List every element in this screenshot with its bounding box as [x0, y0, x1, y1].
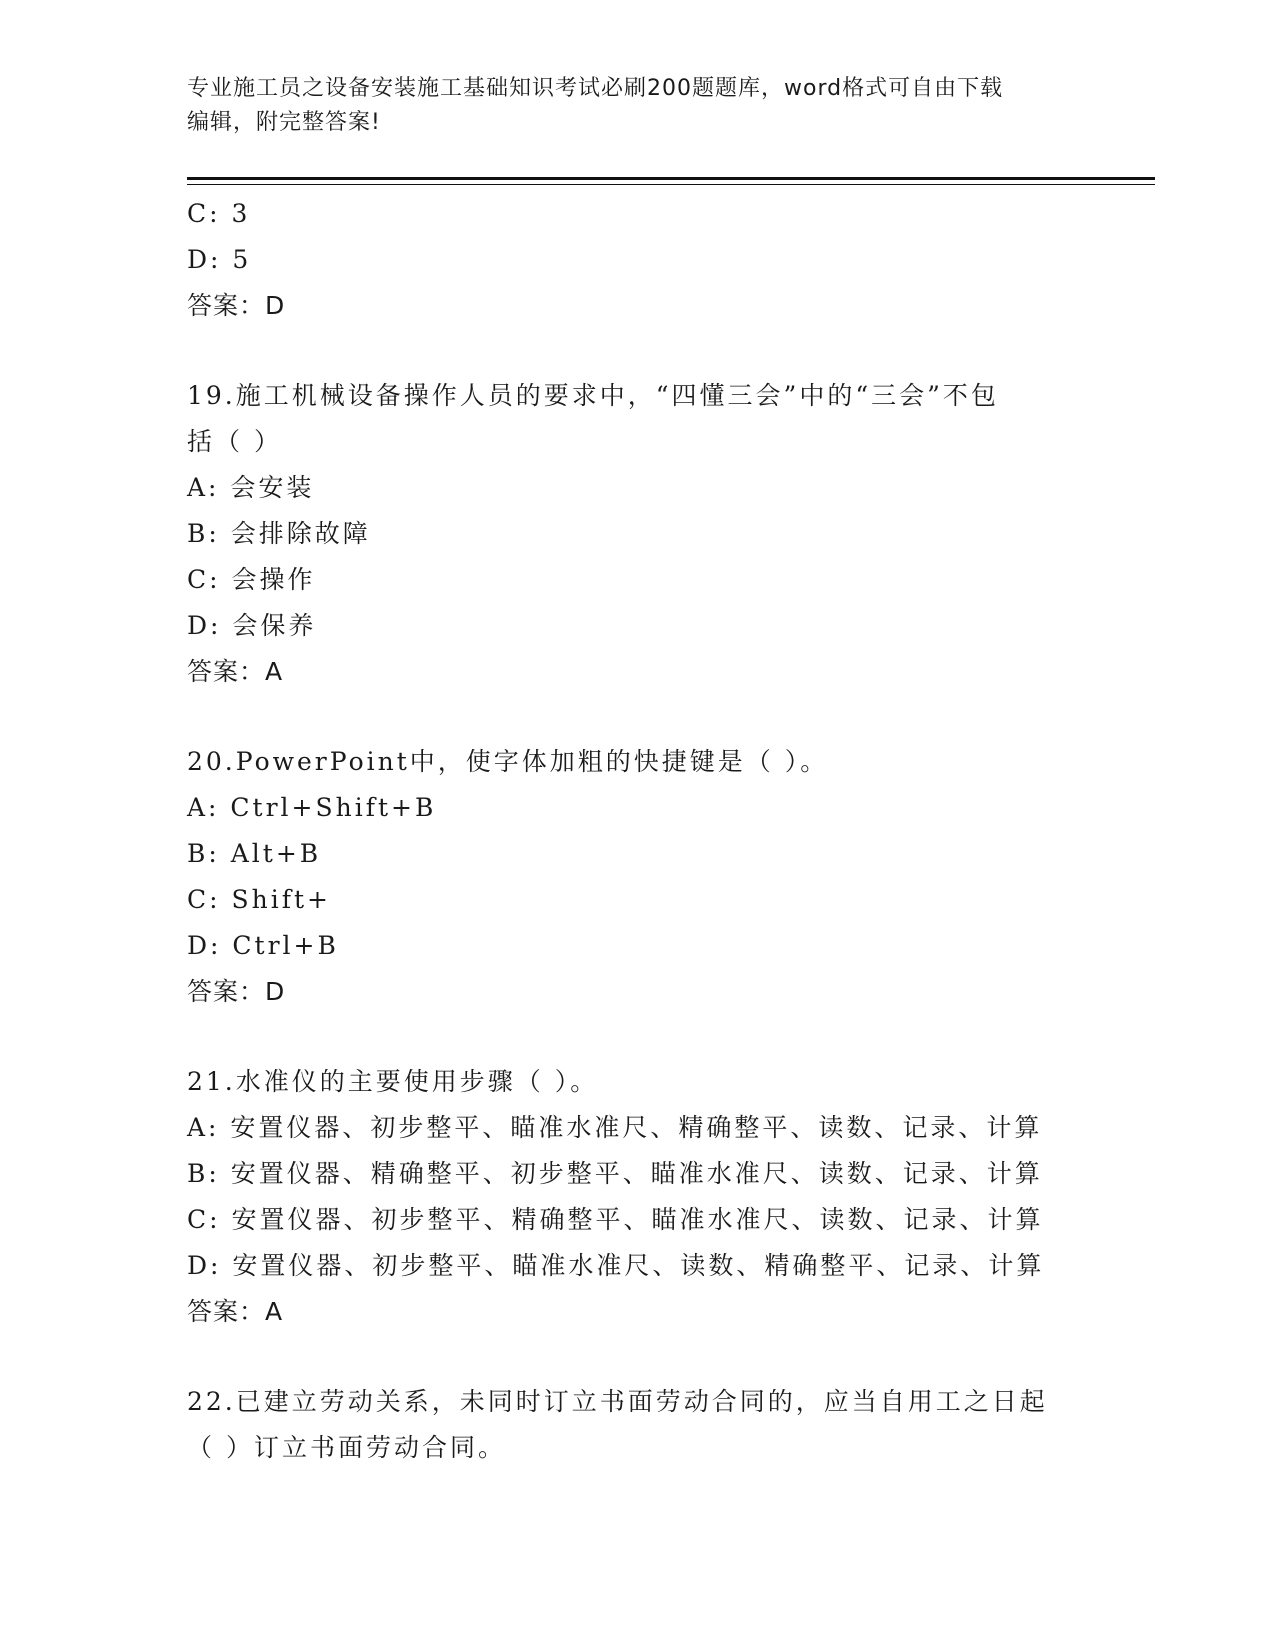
- header-divider-thick: [187, 177, 1155, 180]
- option-d: D: Ctrl+B: [187, 931, 339, 960]
- option-a: A: Ctrl+Shift+B: [187, 793, 437, 822]
- option-d: D: 会保养: [187, 611, 317, 640]
- question-stem: 19.施工机械设备操作人员的要求中，“四懂三会”中的“三会”不包: [187, 381, 999, 410]
- option-b: B: 会排除故障: [187, 519, 371, 548]
- option-c: C: Shift+: [187, 885, 331, 914]
- question-stem-continued: （ ）订立书面劳动合同。: [187, 1433, 506, 1462]
- question-stem: 22.已建立劳动关系，未同时订立书面劳动合同的，应当自用工之日起: [187, 1387, 1048, 1416]
- answer-line: 答案：D: [187, 977, 286, 1006]
- option-d: D: 安置仪器、初步整平、瞄准水准尺、读数、精确整平、记录、计算: [187, 1251, 1045, 1280]
- question-22: [187, 1379, 1087, 1471]
- header-title-line-1: 专业施工员之设备安装施工基础知识考试必刷200题题库，word格式可自由下载: [187, 76, 1004, 101]
- option-b: B: Alt+B: [187, 839, 322, 868]
- header-divider-thin: [187, 184, 1155, 185]
- question-stem-continued: 括（ ）: [187, 427, 282, 456]
- question-18-tail: [187, 191, 1087, 329]
- answer-line: 答案：D: [187, 291, 286, 320]
- answer-line: 答案：A: [187, 657, 284, 686]
- question-list: [187, 191, 1087, 1471]
- header-title-line-2: 编辑，附完整答案!: [187, 110, 381, 135]
- option-a: A: 会安装: [187, 473, 315, 502]
- question-21: [187, 1059, 1087, 1335]
- answer-line: 答案：A: [187, 1297, 284, 1326]
- option-d: D: 5: [187, 245, 252, 274]
- question-19: [187, 373, 1087, 695]
- question-stem: 20.PowerPoint中，使字体加粗的快捷键是（ ）。: [187, 747, 829, 776]
- option-c: C: 安置仪器、初步整平、精确整平、瞄准水准尺、读数、记录、计算: [187, 1205, 1044, 1234]
- option-c: C: 会操作: [187, 565, 316, 594]
- option-a: A: 安置仪器、初步整平、瞄准水准尺、精确整平、读数、记录、计算: [187, 1113, 1043, 1142]
- document-header: [187, 72, 1067, 140]
- question-stem: 21.水准仪的主要使用步骤（ ）。: [187, 1067, 599, 1096]
- question-20: [187, 739, 1087, 1015]
- option-c: C: 3: [187, 199, 251, 228]
- option-b: B: 安置仪器、精确整平、初步整平、瞄准水准尺、读数、记录、计算: [187, 1159, 1043, 1188]
